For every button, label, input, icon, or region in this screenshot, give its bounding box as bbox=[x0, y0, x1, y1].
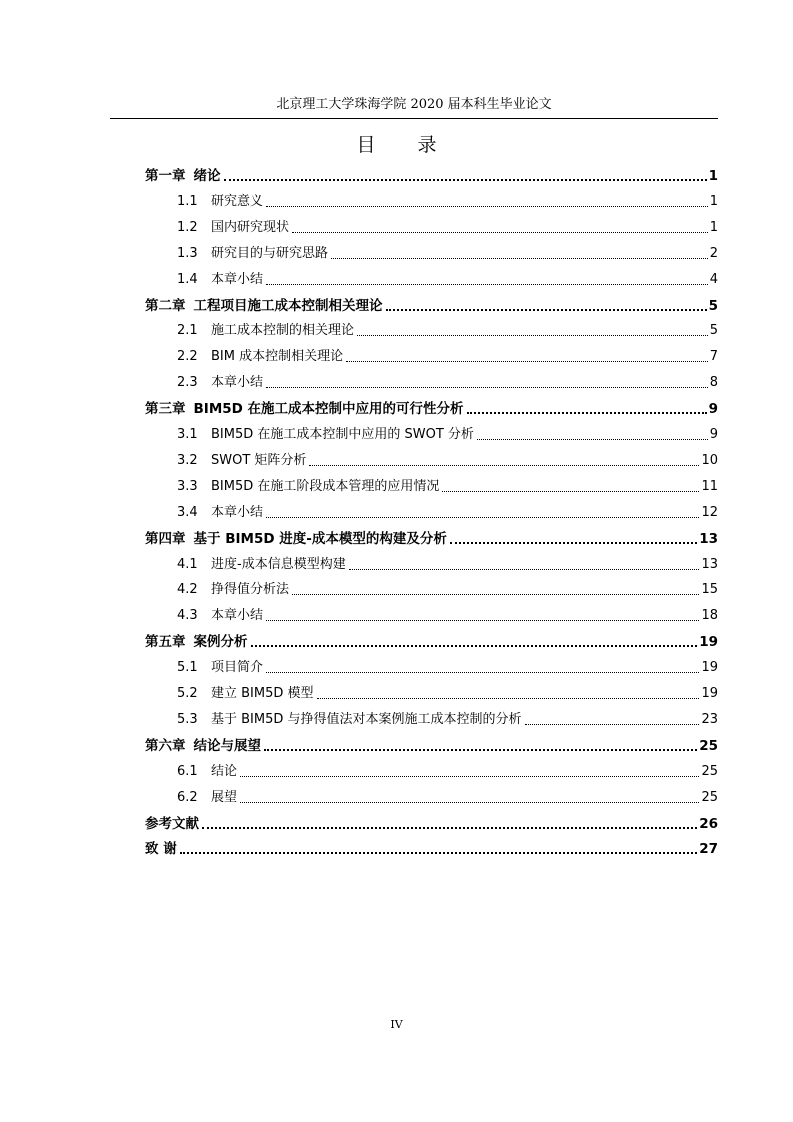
toc-section-entry[interactable] bbox=[177, 706, 718, 728]
toc-dot-leader bbox=[202, 817, 697, 829]
toc-dot-leader bbox=[292, 584, 699, 595]
toc-entry-title: BIM5D 在施工阶段成本管理的应用情况 bbox=[211, 478, 440, 494]
toc-dot-leader bbox=[240, 792, 699, 803]
toc-entry-page: 13 bbox=[699, 530, 718, 547]
toc-entry-number: 3.2 bbox=[177, 452, 198, 468]
toc-entry-page: 8 bbox=[709, 375, 718, 391]
toc-dot-leader bbox=[266, 507, 699, 518]
toc-entry-title: 参考文献 bbox=[145, 815, 199, 832]
toc-dot-leader bbox=[525, 714, 700, 725]
toc-entry-number: 第二章 bbox=[145, 297, 186, 314]
toc-dot-leader bbox=[309, 455, 699, 466]
toc-chapter-entry[interactable] bbox=[145, 628, 718, 650]
toc-entry-number: 4.1 bbox=[177, 556, 198, 572]
toc-section-entry[interactable] bbox=[177, 551, 718, 573]
toc-chapter-entry[interactable] bbox=[145, 835, 718, 857]
toc-dot-leader bbox=[477, 429, 708, 440]
page-header: 北京理工大学珠海学院 2020 届本科生毕业论文 bbox=[276, 97, 552, 112]
toc-dot-leader bbox=[251, 635, 698, 647]
toc-entry-page: 5 bbox=[708, 297, 718, 314]
toc-dot-leader bbox=[317, 688, 700, 699]
toc-entry-page: 2 bbox=[709, 245, 718, 261]
toc-section-entry[interactable] bbox=[177, 602, 718, 624]
toc-dot-leader bbox=[331, 248, 708, 259]
toc-entry-page: 19 bbox=[701, 686, 718, 701]
toc-entry-number: 1.2 bbox=[177, 219, 198, 235]
toc-chapter-entry[interactable] bbox=[145, 810, 718, 832]
toc-chapter-entry[interactable] bbox=[145, 732, 718, 754]
toc-section-entry[interactable] bbox=[177, 240, 718, 262]
toc-entry-title: SWOT 矩阵分析 bbox=[211, 452, 307, 468]
toc-dot-leader bbox=[450, 532, 697, 544]
toc-entry-title: 本章小结 bbox=[211, 375, 264, 391]
toc-dot-leader bbox=[349, 559, 700, 570]
toc-entry-title: BIM5D 在施工成本控制中应用的 SWOT 分析 bbox=[211, 427, 474, 442]
toc-entry-page: 25 bbox=[701, 763, 718, 779]
toc-entry-page: 7 bbox=[709, 349, 718, 365]
toc-entry-number: 第六章 bbox=[145, 737, 186, 754]
toc-section-entry[interactable] bbox=[177, 421, 718, 443]
toc-entry-number: 1.1 bbox=[177, 193, 198, 209]
toc-entry-page: 11 bbox=[701, 478, 718, 494]
toc-entry-number: 5.2 bbox=[177, 686, 198, 701]
toc-section-entry[interactable] bbox=[177, 758, 718, 780]
toc-section-entry[interactable] bbox=[177, 266, 718, 288]
toc-entry-number: 4.2 bbox=[177, 582, 198, 598]
toc-entry-number: 5.1 bbox=[177, 660, 198, 676]
toc-entry-title: 展望 bbox=[211, 789, 238, 805]
toc-entry-number: 5.3 bbox=[177, 711, 198, 727]
toc-entry-number: 第一章 bbox=[145, 168, 186, 184]
toc-entry-title: 工程项目施工成本控制相关理论 bbox=[193, 297, 383, 314]
toc-entry-number: 4.3 bbox=[177, 608, 198, 624]
toc-dot-leader bbox=[224, 169, 707, 181]
toc-entry-page: 9 bbox=[709, 427, 718, 442]
toc-section-entry[interactable] bbox=[177, 317, 718, 339]
toc-section-entry[interactable] bbox=[177, 447, 718, 469]
toc-section-entry[interactable] bbox=[177, 680, 718, 702]
toc-entry-number: 3.4 bbox=[177, 504, 198, 520]
page-number: IV bbox=[390, 1018, 403, 1031]
toc-entry-page: 1 bbox=[709, 219, 718, 235]
toc-section-entry[interactable] bbox=[177, 214, 718, 236]
toc-entry-page: 25 bbox=[701, 789, 718, 805]
toc-entry-title: 研究意义 bbox=[211, 193, 264, 209]
toc-entry-title: 挣得值分析法 bbox=[211, 582, 290, 598]
header-rule bbox=[110, 118, 718, 119]
toc-entry-page: 10 bbox=[701, 452, 718, 468]
toc-entry-page: 9 bbox=[708, 401, 718, 418]
toc-entry-title: 本章小结 bbox=[211, 608, 264, 624]
toc-entry-number: 3.3 bbox=[177, 478, 198, 494]
toc-entry-page: 1 bbox=[709, 193, 718, 209]
toc-entry-number: 1.3 bbox=[177, 245, 198, 261]
toc-entry-number: 2.3 bbox=[177, 375, 198, 391]
toc-entry-title: 本章小结 bbox=[211, 504, 264, 520]
toc-dot-leader bbox=[264, 739, 697, 751]
toc-entry-title: 施工成本控制的相关理论 bbox=[211, 323, 355, 339]
toc-dot-leader bbox=[180, 842, 698, 854]
toc-entry-title: 结论 bbox=[211, 763, 238, 779]
toc-entry-page: 1 bbox=[708, 168, 718, 184]
toc-entry-page: 13 bbox=[701, 556, 718, 572]
toc-dot-leader bbox=[467, 402, 707, 414]
toc-dot-leader bbox=[357, 325, 708, 336]
toc-entry-title: 绪论 bbox=[193, 168, 221, 184]
toc-dot-leader bbox=[346, 351, 708, 362]
toc-dot-leader bbox=[386, 299, 707, 311]
toc-entry-page: 27 bbox=[699, 841, 718, 858]
toc-entry-title: 基于 BIM5D 与挣得值法对本案例施工成本控制的分析 bbox=[211, 711, 522, 727]
toc-entry-page: 12 bbox=[701, 504, 718, 520]
toc-entry-page: 18 bbox=[701, 608, 718, 624]
toc-entry-page: 19 bbox=[699, 634, 718, 651]
toc-entry-page: 15 bbox=[701, 582, 718, 598]
toc-entry-title: 致 谢 bbox=[145, 841, 177, 858]
toc-entry-title: 基于 BIM5D 进度-成本模型的构建及分析 bbox=[193, 530, 447, 547]
toc-entry-number: 2.2 bbox=[177, 349, 198, 365]
toc-section-entry[interactable] bbox=[177, 784, 718, 806]
toc-entry-number: 第四章 bbox=[145, 530, 186, 547]
toc-dot-leader bbox=[240, 766, 699, 777]
toc-entry-number: 2.1 bbox=[177, 323, 198, 339]
toc-dot-leader bbox=[266, 610, 699, 621]
toc-entry-page: 19 bbox=[701, 660, 718, 676]
toc-title: 目 录 bbox=[356, 134, 455, 156]
toc-chapter-entry[interactable] bbox=[145, 162, 718, 184]
toc-section-entry[interactable] bbox=[177, 499, 718, 521]
toc-entry-page: 4 bbox=[709, 271, 718, 287]
toc-entry-page: 23 bbox=[701, 711, 718, 727]
toc-entry-number: 第三章 bbox=[145, 401, 186, 418]
toc-entry-title: 建立 BIM5D 模型 bbox=[211, 686, 314, 701]
toc-entry-title: 研究目的与研究思路 bbox=[211, 245, 329, 261]
toc-dot-leader bbox=[266, 274, 708, 285]
toc-dot-leader bbox=[266, 196, 708, 207]
toc-entry-title: BIM5D 在施工成本控制中应用的可行性分析 bbox=[193, 401, 464, 418]
toc-entry-page: 25 bbox=[699, 737, 718, 754]
toc-entry-title: 国内研究现状 bbox=[211, 219, 290, 235]
toc-entry-number: 3.1 bbox=[177, 427, 198, 442]
toc-section-entry[interactable] bbox=[177, 654, 718, 676]
toc-dot-leader bbox=[266, 377, 708, 388]
toc-chapter-entry[interactable] bbox=[145, 292, 718, 314]
toc-entry-number: 6.2 bbox=[177, 789, 198, 805]
toc-entry-title: 案例分析 bbox=[193, 634, 248, 651]
toc-chapter-entry[interactable] bbox=[145, 395, 718, 417]
toc-section-entry[interactable] bbox=[177, 188, 718, 210]
toc-dot-leader bbox=[266, 662, 699, 673]
toc-entry-number: 1.4 bbox=[177, 271, 198, 287]
toc-entry-number: 6.1 bbox=[177, 763, 198, 779]
toc-entry-title: 进度-成本信息模型构建 bbox=[211, 556, 346, 572]
toc-section-entry[interactable] bbox=[177, 473, 718, 495]
toc-dot-leader bbox=[442, 481, 699, 492]
toc-entry-page: 5 bbox=[709, 323, 718, 339]
toc-section-entry[interactable] bbox=[177, 576, 718, 598]
toc-entry-number: 第五章 bbox=[145, 634, 186, 651]
toc-dot-leader bbox=[292, 222, 708, 233]
toc-section-entry[interactable] bbox=[177, 369, 718, 391]
toc-entry-title: 项目简介 bbox=[211, 660, 264, 676]
toc-entry-title: BIM 成本控制相关理论 bbox=[211, 349, 344, 365]
toc-entry-title: 结论与展望 bbox=[193, 737, 261, 754]
toc-entry-page: 26 bbox=[699, 815, 718, 832]
toc-chapter-entry[interactable] bbox=[145, 525, 718, 547]
toc-entry-title: 本章小结 bbox=[211, 271, 264, 287]
toc-section-entry[interactable] bbox=[177, 343, 718, 365]
